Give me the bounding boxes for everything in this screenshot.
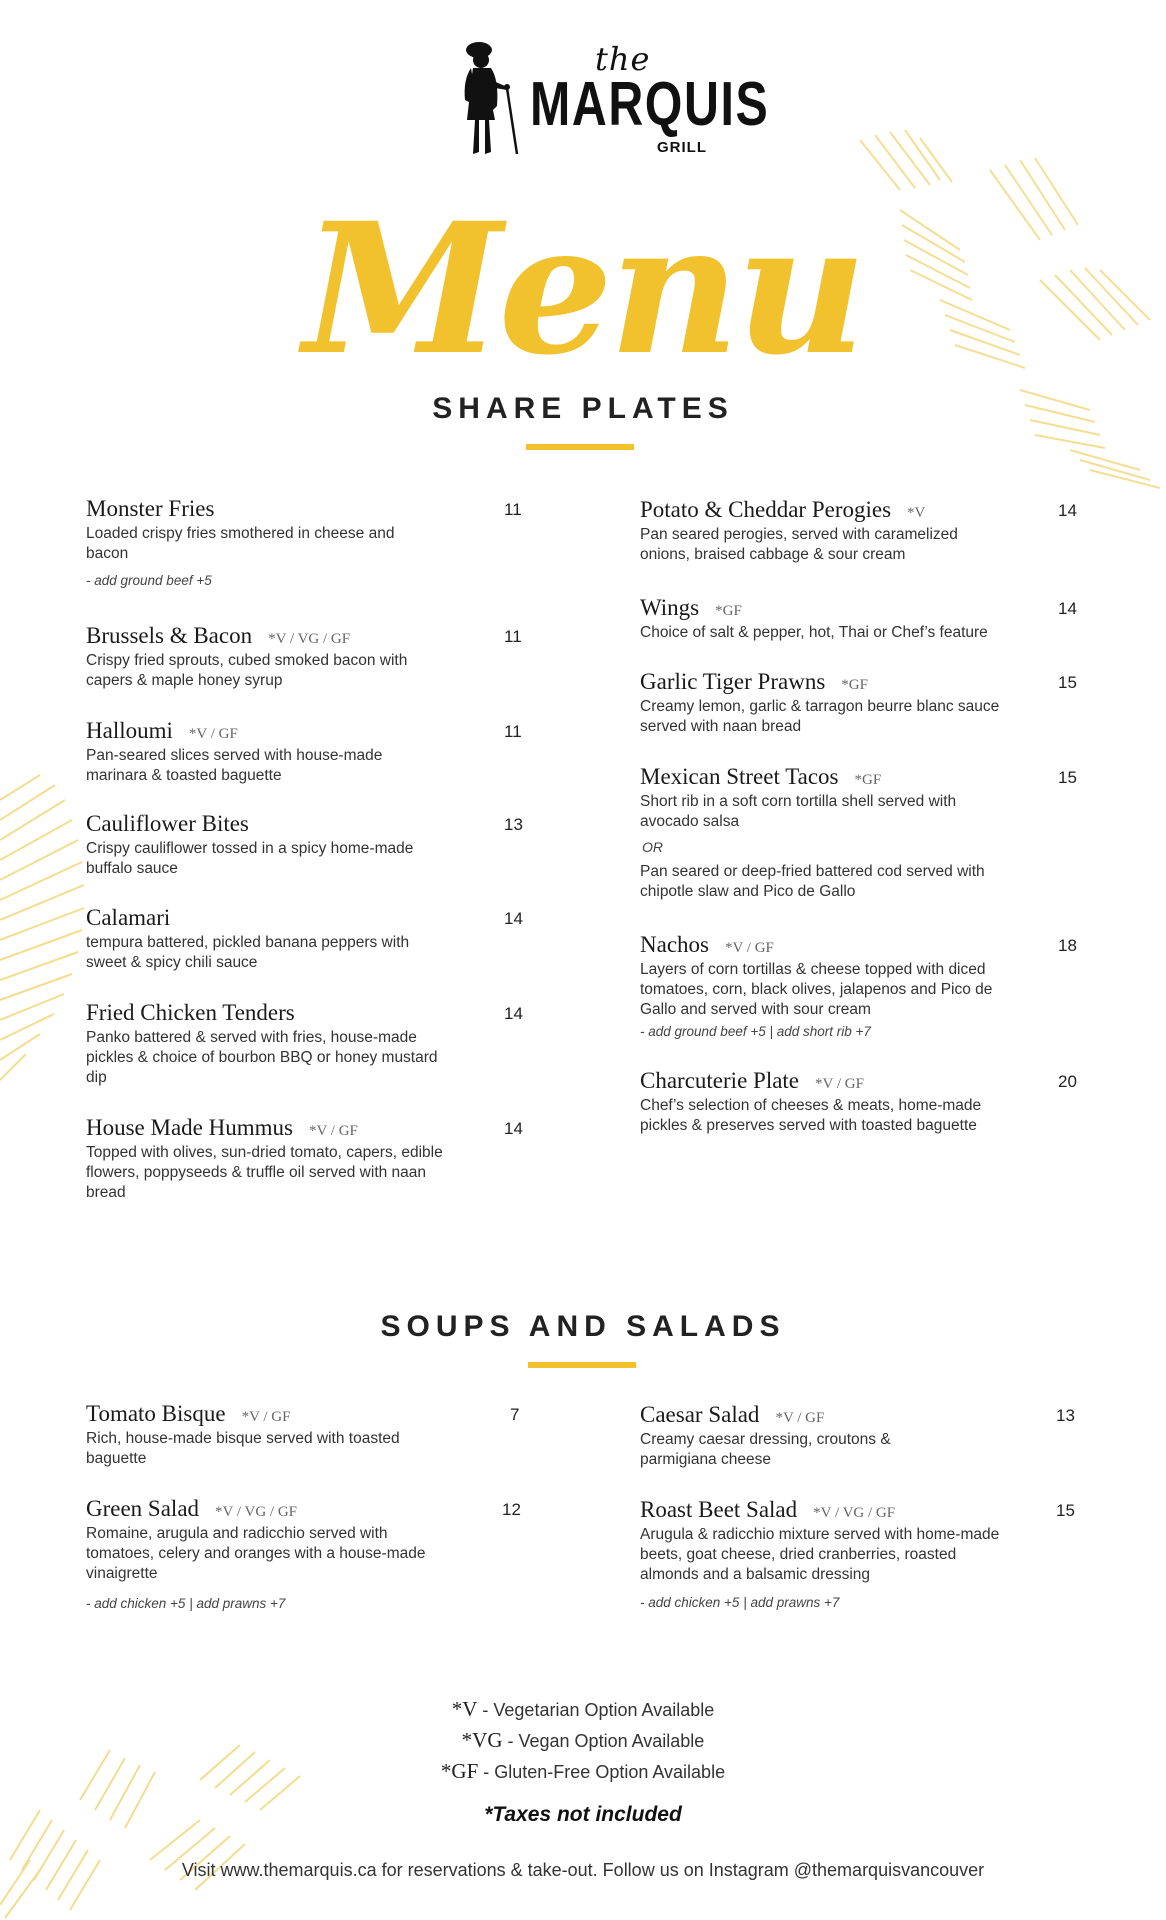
- item-description: Crispy fried sprouts, cubed smoked bacon with capers & maple honey syrup: [86, 652, 408, 689]
- item-dietary-tags: *GF: [854, 772, 882, 788]
- item-dietary-tags: *V / GF: [775, 1410, 825, 1426]
- item-name: Brussels & Bacon: [86, 623, 253, 648]
- item-name: House Made Hummus: [86, 1115, 293, 1140]
- item-name: Caesar Salad: [640, 1402, 760, 1427]
- item-price: 14: [1058, 501, 1077, 520]
- item-price: 12: [502, 1500, 521, 1519]
- item-description-alt: Pan seared or deep-fried battered cod served with chipotle slaw and Pico de Gallo: [640, 863, 985, 900]
- item-name: Tomato Bisque: [86, 1401, 226, 1426]
- item-dietary-tags: *V / GF: [241, 1409, 291, 1425]
- item-description: Panko battered & served with fries, house-made pickles & choice of bourbon BBQ or honey mustard dip: [86, 1029, 438, 1086]
- menu-item: [86, 1000, 522, 1088]
- item-addon: - add ground beef +5 | add short rib +7: [640, 1024, 871, 1039]
- item-name: Nachos: [640, 932, 709, 957]
- item-price: 11: [504, 722, 522, 741]
- menu-item: [640, 497, 1076, 565]
- item-price: 11: [504, 627, 522, 646]
- legend-row: [0, 1756, 1166, 1787]
- item-description: Creamy lemon, garlic & tarragon beurre blanc sauce served with naan bread: [640, 698, 1000, 735]
- item-name: Halloumi: [86, 718, 173, 743]
- item-description: tempura battered, pickled banana peppers with sweet & spicy chili sauce: [86, 934, 410, 971]
- item-name: Calamari: [86, 905, 171, 930]
- brand-the: the: [595, 40, 651, 78]
- item-addon: - add chicken +5 | add prawns +7: [640, 1595, 840, 1610]
- item-name: Potato & Cheddar Perogies: [640, 497, 892, 522]
- item-name: Fried Chicken Tenders: [86, 1000, 295, 1025]
- legend-text: - Vegetarian Option Available: [477, 1700, 715, 1720]
- item-description: Romaine, arugula and radicchio served with tomatoes, celery and oranges with a house-made vinaigrette: [86, 1525, 426, 1582]
- legend-key: *V: [451, 1697, 478, 1721]
- item-description: Pan seared perogies, served with caramelized onions, braised cabbage & sour cream: [640, 526, 958, 563]
- item-addon: - add chicken +5 | add prawns +7: [86, 1596, 286, 1611]
- item-price: 14: [504, 1119, 523, 1138]
- item-name: Wings: [640, 595, 700, 620]
- menu-item: [640, 1402, 1076, 1470]
- item-description: Loaded crispy fries smothered in cheese and bacon: [86, 525, 395, 562]
- item-price: 11: [504, 500, 522, 519]
- menu-item: [86, 1401, 522, 1469]
- item-price: 7: [510, 1405, 520, 1424]
- item-price: 15: [1058, 673, 1077, 692]
- legend-text: - Vegan Option Available: [502, 1731, 705, 1751]
- item-price: 15: [1058, 768, 1077, 787]
- taxes-note: *Taxes not included: [484, 1803, 682, 1826]
- item-name: Charcuterie Plate: [640, 1068, 800, 1093]
- item-dietary-tags: *V / GF: [188, 726, 238, 742]
- dietary-legend: [0, 1694, 1166, 1787]
- legend-key: *GF: [440, 1759, 479, 1783]
- item-name: Green Salad: [86, 1496, 200, 1521]
- item-price: 14: [1058, 599, 1077, 618]
- item-description: Topped with olives, sun-dried tomato, capers, edible flowers, poppyseeds & truffle oil served with naan bread: [86, 1144, 443, 1201]
- legend-key: *VG: [461, 1728, 503, 1752]
- legend-text: - Gluten-Free Option Available: [478, 1762, 726, 1782]
- item-price: 14: [504, 1004, 523, 1023]
- legend-row: [0, 1694, 1166, 1725]
- menu-item: [640, 1068, 1076, 1136]
- brand-subtitle: GRILL: [657, 139, 707, 156]
- menu-item: [640, 1497, 1076, 1610]
- item-price: 20: [1058, 1072, 1077, 1091]
- menu-item: [86, 1496, 522, 1611]
- silhouette-icon: [455, 40, 525, 158]
- item-name: Garlic Tiger Prawns: [640, 669, 826, 694]
- item-description: Short rib in a soft corn tortilla shell served with avocado salsa: [640, 793, 957, 830]
- share-plates-underline: [526, 444, 634, 450]
- item-dietary-tags: *V / GF: [724, 940, 774, 956]
- item-price: 18: [1058, 936, 1077, 955]
- item-name: Roast Beet Salad: [640, 1497, 798, 1522]
- menu-item: [640, 595, 1076, 643]
- menu-item: [86, 905, 522, 973]
- item-name: Mexican Street Tacos: [640, 764, 839, 789]
- item-price: 13: [1056, 1406, 1075, 1425]
- item-price: 15: [1056, 1501, 1075, 1520]
- item-dietary-tags: *GF: [841, 677, 868, 693]
- item-description: Layers of corn tortillas & cheese topped with diced tomatoes, corn, black olives, jalapenos and Pico de Gallo and served with sour cream: [640, 961, 993, 1018]
- soups-salads-underline: [528, 1362, 636, 1368]
- item-dietary-tags: *V / GF: [308, 1123, 358, 1139]
- item-price: 14: [504, 909, 523, 928]
- item-description: Rich, house-made bisque served with toasted baguette: [86, 1430, 400, 1467]
- brand-logo: [455, 40, 770, 162]
- menu-item: [640, 932, 1076, 1039]
- legend-row: [0, 1725, 1166, 1756]
- item-description: Chef’s selection of cheeses & meats, home-made pickles & preserves served with toasted baguette: [640, 1097, 982, 1134]
- menu-item: [86, 1115, 522, 1203]
- item-dietary-tags: *V: [907, 505, 926, 521]
- item-description: Creamy caesar dressing, croutons & parmigiana cheese: [640, 1431, 891, 1468]
- menu-item: [640, 669, 1076, 737]
- menu-item: [86, 496, 522, 588]
- item-description: Crispy cauliflower tossed in a spicy home-made buffalo sauce: [86, 840, 414, 877]
- section-title-soups-salads: SOUPS AND SALADS: [380, 1310, 786, 1343]
- section-title-share-plates: SHARE PLATES: [432, 392, 734, 425]
- brand-name: MARQUIS: [530, 70, 770, 139]
- item-dietary-tags: *GF: [715, 603, 742, 619]
- item-or-separator: OR: [642, 839, 663, 855]
- item-dietary-tags: *V / VG / GF: [215, 1504, 298, 1520]
- item-name: Monster Fries: [86, 496, 215, 521]
- item-price: 13: [504, 815, 523, 834]
- item-description: Arugula & radicchio mixture served with home-made beets, goat cheese, dried cranberries, roasted almonds and a balsamic dressing: [640, 1526, 1000, 1583]
- item-description: Choice of salt & pepper, hot, Thai or Chef’s feature: [640, 624, 988, 641]
- menu-item: [86, 718, 522, 786]
- item-dietary-tags: *V / GF: [815, 1076, 864, 1092]
- menu-title: Menu: [303, 184, 863, 395]
- footer-note: Visit www.themarquis.ca for reservations & take-out. Follow us on Instagram @themarquisvancouver: [181, 1860, 985, 1880]
- item-dietary-tags: *V / VG / GF: [268, 631, 351, 647]
- item-dietary-tags: *V / VG / GF: [813, 1505, 896, 1521]
- menu-item: [640, 764, 1076, 902]
- item-description: Pan-seared slices served with house-made marinara & toasted baguette: [86, 747, 383, 784]
- menu-item: [86, 811, 522, 879]
- menu-item: [86, 623, 522, 691]
- item-name: Cauliflower Bites: [86, 811, 249, 836]
- leaf-decoration-left: [0, 770, 100, 1100]
- item-addon: - add ground beef +5: [86, 573, 212, 588]
